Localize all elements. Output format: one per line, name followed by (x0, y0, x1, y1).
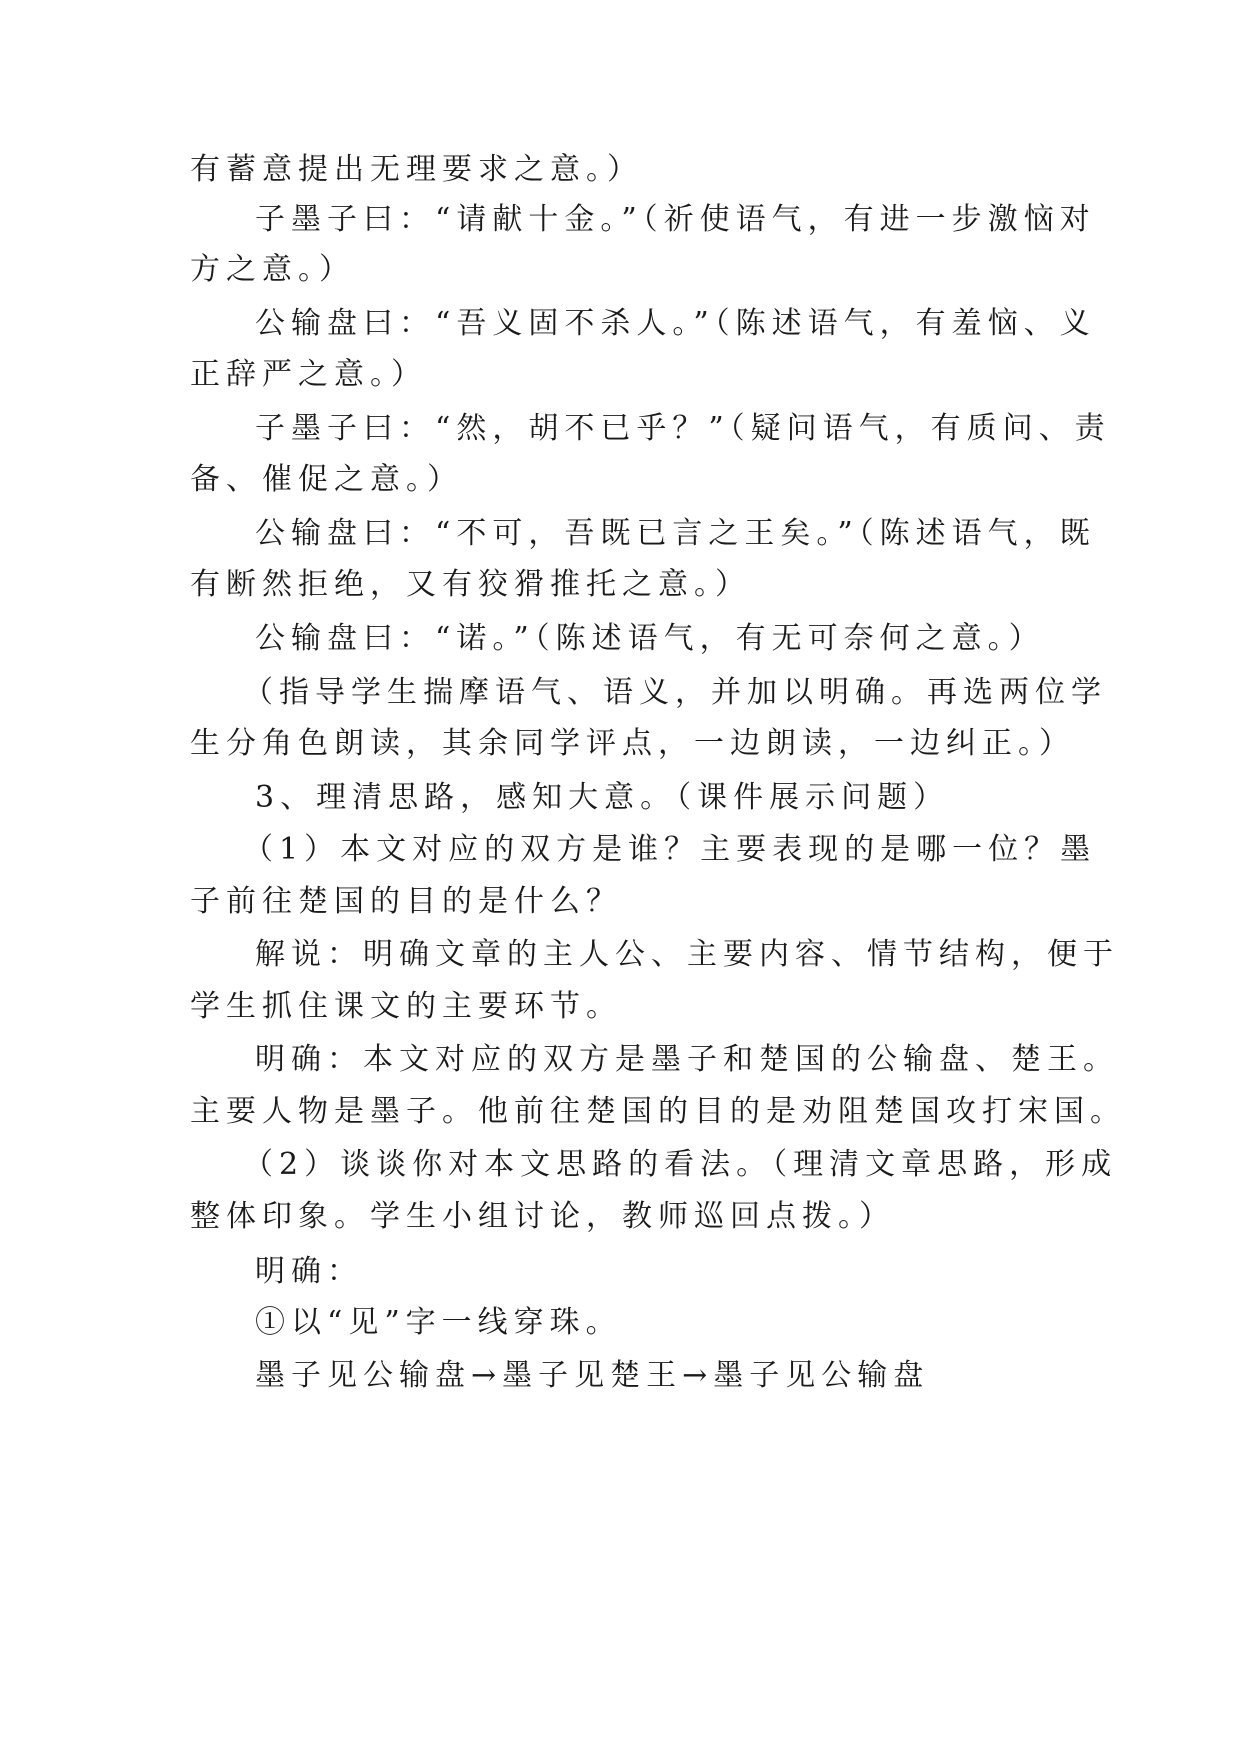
text-line: ①以“见”字一线穿珠。 (255, 1305, 622, 1340)
text-line: 子前往楚国的目的是什么？ (190, 884, 622, 919)
text-line: 有断然拒绝，又有狡猾推托之意。） (190, 567, 751, 602)
text-line: 3、理清思路，感知大意。（课件展示问题） (255, 780, 950, 815)
text-line: 子墨子曰：“然，胡不已乎？”（疑问语气，有质问、责 (255, 411, 1111, 446)
text-line: 子墨子曰：“请献十金。”（祈使语气，有进一步激恼对 (255, 202, 1096, 237)
text-line: 公输盘曰：“诺。”（陈述语气，有无可奈何之意。） (255, 621, 1045, 656)
text-line: 方之意。） (190, 252, 355, 287)
text-line: 墨子见公输盘→墨子见楚王→墨子见公输盘 (255, 1358, 930, 1393)
text-line: 主要人物是墨子。他前往楚国的目的是劝阻楚国攻打宋国。 (190, 1094, 1126, 1129)
text-line: 生分角色朗读，其余同学评点，一边朗读，一边纠正。） (190, 726, 1075, 761)
text-line: 解说：明确文章的主人公、主要内容、情节结构，便于 (255, 937, 1119, 972)
text-line: 备、催促之意。） (190, 462, 463, 497)
text-line: 公输盘曰：“不可，吾既已言之王矣。”（陈述语气，既 (255, 516, 1096, 551)
text-line: （1）本文对应的双方是谁？主要表现的是哪一位？墨 (243, 832, 1097, 867)
text-line: 有蓄意提出无理要求之意。） (190, 152, 643, 187)
text-line: （2）谈谈你对本文思路的看法。（理清文章思路，形成 (243, 1147, 1118, 1182)
text-line: 公输盘曰：“吾义固不杀人。”（陈述语气，有羞恼、义 (255, 306, 1096, 341)
text-line: 学生抓住课文的主要环节。 (190, 989, 622, 1024)
text-line: 明确：本文对应的双方是墨子和楚国的公输盘、楚王。 (255, 1042, 1119, 1077)
text-line: 整体印象。学生小组讨论，教师巡回点拨。） (190, 1199, 895, 1234)
text-line: 明确： (255, 1254, 363, 1289)
text-line: 正辞严之意。） (190, 357, 427, 392)
text-line: （指导学生揣摩语气、语义，并加以明确。再选两位学 (243, 675, 1107, 710)
